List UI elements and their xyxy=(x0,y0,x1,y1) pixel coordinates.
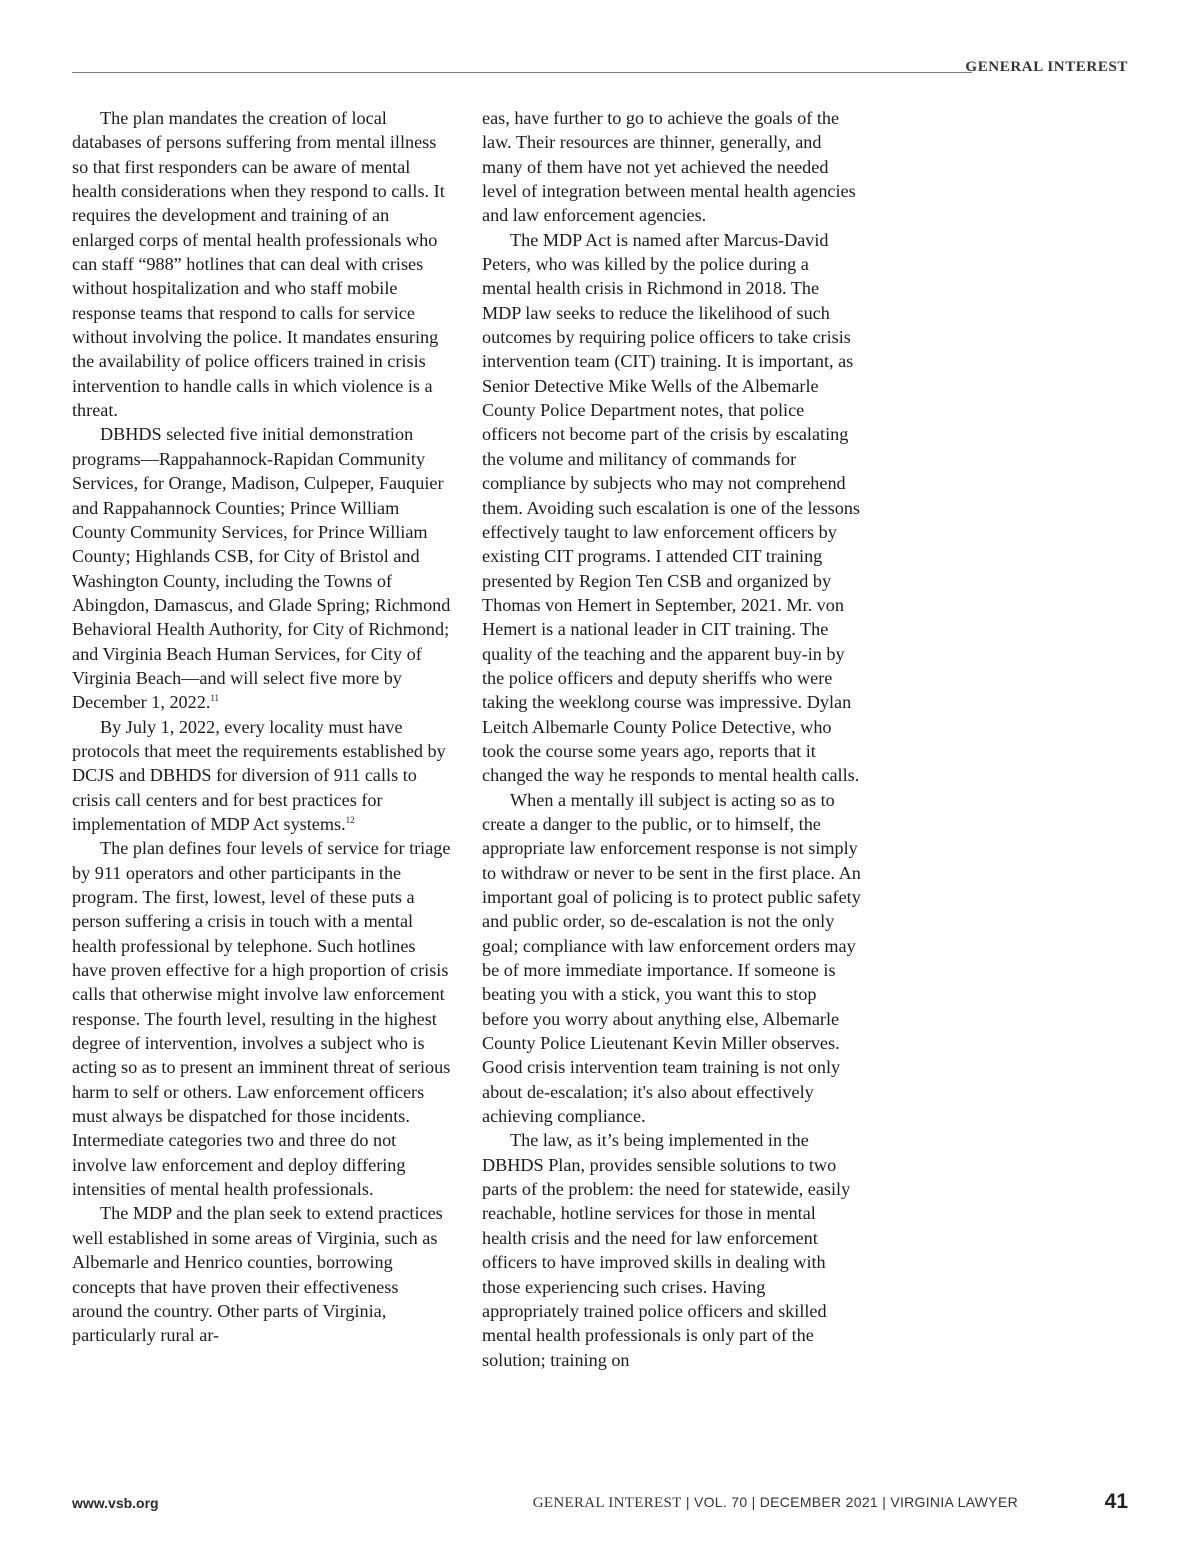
paragraph xyxy=(72,715,452,837)
paragraph: The MDP Act is named after Marcus-David Peters, who was killed by the police during a mental health crisis in Richmond in 2018. The MDP law seeks to reduce the likelihood of such outcomes by requiring police officers to take crisis intervention team (CIT) training. It is important, as Senior Detective Mike Wells of the Albemarle County Police Department notes, that police officers not become part of the crisis by escalating the volume and militancy of commands for compliance by subjects who may not comprehend them. Avoiding such escalation is one of the lessons effectively taught to law enforcement officers by existing CIT programs. I attended CIT training presented by Region Ten CSB and organized by Thomas von Hemert in September, 2021. Mr. von Hemert is a national leader in CIT training. The quality of the teaching and the apparent buy-in by the police officers and deputy sheriffs who were taking the weeklong course was impressive. Dylan Leitch Albemarle County Police Detective, who took the course some years ago, reports that it changed the way he responds to mental health calls. xyxy=(482,229,861,786)
footer-issue: | VOL. 70 | DECEMBER 2021 | VIRGINIA LAWYER xyxy=(685,1494,1018,1510)
footnote-ref: 11 xyxy=(210,693,220,704)
paragraph-continued: eas, have further to go to achieve the goals of the law. Their resources are thinner, generally, and many of them have not yet achieved the needed level of integration between mental health agencies and law enforcement agencies. xyxy=(482,108,856,226)
paragraph: The plan mandates the creation of local databases of persons suffering from mental illness so that first responders can be aware of mental health considerations when they respond to calls. It requires the development and training of an enlarged corps of mental health professionals who can staff “988” hotlines that can deal with crises without hospitalization and who staff mobile response teams that respond to calls for service without involving the police. It mandates ensuring the availability of police officers trained in crisis intervention to handle calls in which violence is a threat. xyxy=(72,108,445,421)
paragraph: When a mentally ill subject is acting so as to create a danger to the public, or to himself, the appropriate law enforcement response is not simply to withdraw or never to be sent in the first place. An important goal of policing is to protect public safety and public order, so de-escalation is not the only goal; compliance with law enforcement orders may be of more immediate importance. If someone is beating you with a stick, you want this to stop before you worry about anything else, Albemarle County Police Lieutenant Kevin Miller observes. Good crisis intervention team training is not only about de-escalation; it's also about effectively achieving compliance. xyxy=(482,789,861,1127)
right-column xyxy=(482,106,862,1372)
header-rule xyxy=(72,72,972,73)
paragraph xyxy=(72,422,452,714)
page-number: 41 xyxy=(1104,1490,1128,1513)
paragraph: The plan defines four levels of service for triage by 911 operators and other participants in the program. The first, lowest, level of these puts a person suffering a crisis in touch with a mental health professional by telephone. Such hotlines have proven effective for a high proportion of crisis calls that otherwise might involve law enforcement response. The fourth level, resulting in the highest degree of intervention, involves a subject who is acting so as to present an imminent threat of serious harm to self or others. Law enforcement officers must always be dispatched for those incidents. Intermediate categories two and three do not involve law enforcement and deploy differing intensities of mental health professionals. xyxy=(72,838,451,1200)
footer-website: www.vsb.org xyxy=(72,1495,159,1511)
paragraph-text: By July 1, 2022, every locality must have protocols that meet the requirements established by DCJS and DBHDS for diversion of 911 calls to crisis call centers and for best practices for implementation of MDP Act systems. xyxy=(72,716,446,834)
paragraph-text: DBHDS selected five initial demonstration programs—Rappahannock-Rapidan Community Services, for Orange, Madison, Culpeper, Fauquier and Rappahannock Counties; Prince William County Community Services, for Prince William County; Highlands CSB, for City of Bristol and Washington County, including the Towns of Abingdon, Damascus, and Glade Spring; Richmond Behavioral Health Authority, for City of Richmond; and Virginia Beach Human Services, for City of Virginia Beach—and will select five more by December 1, 2022. xyxy=(72,424,451,713)
footer-section: GENERAL INTEREST xyxy=(532,1495,682,1511)
section-label: GENERAL INTEREST xyxy=(965,59,1128,75)
footer-issue-info xyxy=(533,1494,1018,1512)
paragraph: The MDP and the plan seek to extend practices well established in some areas of Virginia, such as Albemarle and Henrico counties, borrowing concepts that have proven their effectiveness around the country. Other parts of Virginia, particularly rural ar- xyxy=(72,1203,443,1346)
paragraph: The law, as it’s being implemented in the DBHDS Plan, provides sensible solutions to two parts of the problem: the need for statewide, easily reachable, hotline services for those in mental health crisis and the need for law enforcement officers to have improved skills in dealing with those experiencing such crises. Having appropriately trained police officers and skilled mental health professionals is only part of the solution; training on xyxy=(482,1130,851,1370)
left-column xyxy=(72,106,452,1348)
footnote-ref: 12 xyxy=(345,814,355,825)
